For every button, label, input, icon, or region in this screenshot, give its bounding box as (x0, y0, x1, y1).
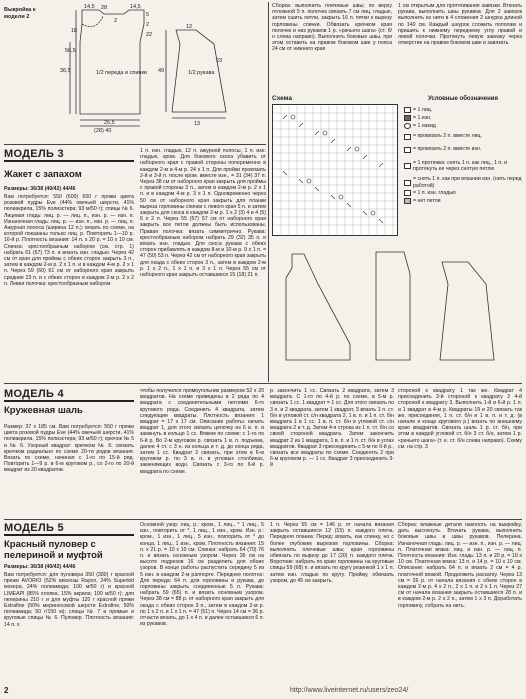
legend-item: = провязать 2 п. вместе лиц. (404, 130, 522, 143)
model5-col4: Сборка: влажные детали наколоть на выкройку, дать высохнуть. Втачать рукава, выполнить боковые швы и швы рукавов. Пелерина. Изнаночная гладь: лиц. р. — изн. п., изн. р. — лиц. п. Платочная вязка: лиц. и изн. р. — лиц. п. Плотность вязания: Изн. гладь: 13 п. и 20 р. = 10 х 10 см. Платочная вязка: 13 п. и 14 р. = 10 х 10 см. Описание: набрать 64 п. и вязать 2 см = 4 р. платочной вязкой. Продолжить раскатку. Через 13 см = 26 р. от начала вязания с обеих сторон в каждом 2-м р. 4 х 2 п., 2 х 1 п. и 2 х 1 п. Через 27 см от начала вязания закрыть оставшиеся 28 п. и в каждом 2-м р. 2 х 2 п., затем 1 х 3 п. Доработать горловину, собрать на нить. (398, 522, 522, 609)
pattern-label: 5 (146, 12, 150, 18)
model4-col3: р. закончить 1 сс. Связать 2 квадрата, затем 3 квадрата. С 1-го по 4-й р. по схеме, в 5-м р. связать 1 сс. 1 квадрат = 1 сс. Для этого связать по 3 п. и 2 квадрата, затем 1 квадрат, 3 вязать 1 п. ст. б/н в угловой ст. с/н квадрата 2, 1 в. п. и 1 п. ст. б/н квадрата 1 в 1 сс. 1 в. п. ст. б/н в угловой ст. с/н квадрата 2 и т. д. Затем 4-я строка из 1 п. ст. б/н со своей стороной квадрата. Затем закончить квадрат 2 из 1 квадрата, 1 в. п. и 1 п. ст. б/н в углах квадратов. Квадрат 3 присоединить с 5-м по 6-й р., связать все квадраты по схеме. Соединять 2 при 6-м круговом р. — 1 сс. Квадрат 3 присоединить 3-й (270, 388, 394, 469)
model4-col1: Размер: 37 х 185 см. Вам потребуется: 550 г пряжи цвета розовой пудры Eve (44% овечьей шерсти, 41% полиакрила, 15% полиэстера; 93 м/50 г); крючок № 5 и № 6. Узорный квадрат: крючком № 6: связать крючком радиально по схеме 20-ти рядов вязания. Вязать по схеме, начиная с 1-го по 15-й ряд. Повторить 1—9 р. в 6-м круговом р., со 2-го по 20-й квадрат из 20 квадратов. (4, 424, 134, 474)
pattern-label: 13 (194, 121, 201, 127)
model5-col2: Основной узор: лиц. р.: кром., 1 лиц., * 1 лиц., 5 изн., повторить от *, 1 лиц., 1 изн., кром. Изн. р.: кром., 1 изн., 1 лиц., 5 изн., повторить от * до конца, 1 лиц., 1 изн., кром. Плотность вязания: 15 п. х 21 р. = 10 х 10 см. Спинка: набрать 64 (70) 76 п. и вязать основным узором. Через 36 см на высоте подрезов 16 см разделить для обоих узоров. В конце работы распустить середину 5 из 5 изн. в каждом 2-м раппорте. Переднее полотно: Для переда: 64 п. для горловины и рукава, до горловины закрыть соединенные 5 п. Рукава: набрать 59 (65) п. и вязать основным узором. Через 38 см = 88 р. от наборного края закрыть для окада с обеих сторон 3 п., затем в каждом 2-м р. по 1 х 2 п. и 1 х 1 п. = 47 (51) п. Через 14 см = 36 р. отчасти вязать, до 1 х 4 п. и далее оставшиеся 6 п. из рукавов. (140, 522, 264, 628)
legend (404, 106, 522, 205)
ssk-icon (404, 163, 411, 169)
model4-col4: стороной к квадрату 1 так же. Квадрат 4 присоединить 3-й стороной к квадрату 2 4-й стороной к квадрату 3. Выполнить 1-й и 6-й р. 1 п. и 1 квадрат в 4-м р. Квадраты 19 и 20 связать так же, присоединяя, 1 п. ст. б/н и 1 в. п. и т. д. (в начале и конце кругового р.) вязать по внешнему краю квадратов. Связать шаль 1 р. ст. б/н, при этом в каждой угловой ст. б/н 3 ст. б/н, затем 1 р. «рачьего шага» (т. е. ст. б/н слева направо). Схему см. на стр. 3 (398, 388, 522, 450)
slip-stitch-icon (404, 180, 411, 186)
pattern-label: 1/2 переда и спинки (96, 70, 147, 76)
page-number: 2 (4, 686, 9, 695)
legend-item: = 1 лиц. (404, 106, 522, 114)
model3-title: Жакет с запахом (4, 169, 82, 180)
yarn-over-icon (404, 123, 411, 129)
pattern-label: 2 (146, 22, 150, 28)
pattern-label: 14,5 (84, 4, 95, 10)
model5-col1: Вам потребуется: для пуловера 350 (380) г красной пряжи AVORIO (52% вискозы Rayon, 24% Superkid мохера, 24% полиамида; 100 м/50 г) и красной LIMEAPI (85% хлопка, 15% акрила; 100 м/50 г); для пелерины 210 г и для муфты 120 г красной пряжи Extrafine (50% мериносовой шерсти Extrafine, 50% полиамида; 50 г/150 м); спицы № 7 и прямые и круговые спицы № 6. Пуловер. Плотность вязания: 14 п. х (4, 572, 134, 628)
model5-title: Красный пуловер с пелериной и муфтой (4, 539, 103, 561)
k2tog-icon (404, 134, 411, 140)
model4-title: Кружевная шаль (4, 405, 83, 416)
reverse-stockinette-icon (404, 190, 411, 196)
model5-header (4, 522, 134, 536)
pattern-label: 49 (158, 68, 165, 74)
legend-item: = 1 п. изн. гладью (404, 189, 522, 197)
model5-col3: 1 п. Через 55 см = 146 р. от начала вязания закрыть оставшиеся 12 (15) п. каждого плеча. Передняя планка: Перед: вязать, как спинку, но с более глубоким вырезом горловины. Сборка: выполнить плечевые швы; края горловины обвязать по вырезу до 17 (20) п. каждого плеча. Воротник: набрать по краю горловины на круговые спицы 59 (68) п. и вязать по кругу резинкой 1 х 1 п. затем изн. гладью по кругу. Пройму, обвязать узором, до 45 см закрыть. (270, 522, 394, 584)
legend-item: = нет петли (404, 197, 522, 205)
model5-heading: МОДЕЛЬ 5 (4, 522, 64, 534)
jacket-pattern-svg (272, 244, 522, 374)
lace-chart-svg (273, 105, 399, 237)
legend-title: Условные обозначения (428, 96, 498, 102)
model5-sizes: Размеры: 36/38 (40/42) 44/46 (4, 564, 76, 570)
pattern-label: 36,5 (60, 68, 71, 74)
pattern-label: 1/2 рукава (188, 70, 215, 76)
purl-symbol-icon (404, 115, 411, 121)
legend-item: = 1 накид (404, 122, 522, 130)
model3-heading: МОДЕЛЬ 3 (4, 148, 64, 160)
assembly-text-b: 1 см открытым для протягивания завязки. Втачать рукава, выполнить швы рукавов. Для 2 завязок выполнить из нити в 4 сложения 2 шнурка длиной по 140 см. Каждый шнурок сложить пополам и пришить к нижнему переднему углу правой и левой полочки. Протянуть левую завязку через отверстие на правом боковом шве и завязать (398, 3, 522, 47)
pattern-drawings (4, 2, 266, 142)
pattern-label: 28 (101, 5, 108, 11)
footer-url[interactable]: http://www.liveinternet.ru/users/zeo24/ (290, 687, 409, 694)
legend-item: = снять 1 п. как при вязании изн. (нить перед работой) (404, 176, 522, 189)
no-stitch-icon (404, 198, 411, 204)
pattern-label: 56,5 (65, 48, 76, 54)
pattern-label: 23 (216, 58, 223, 64)
model4-col2: чтобы получился прямоугольник размером 52 х 20 квадратов. На схеме приведены в 2 ряда по 4 квадрата с соединительными петлями 6-го кругового ряда. Соединить 4 квадрата, затем следующие квадраты. Плотность вязания: 1 квадрат = 17 х 17 см. Описание работы: начать квадрат 1, для этого связать цепочку из 6 в. п. и замкнуть в кольцо 1 сс. Вяжем по схеме: с 1-го по 6-й р. Во 2-м круговом р. связать 1 в. п. подъема, далее 4 ст. с 3 н. из кольца и т. д. до конца ряда, затем 1 сс. Квадрат 2 связать, при этом в 6-м круговом р. по 3 в. п. в угловых столбиках, заменяющих водн. Связать с 3-го по 6-й р. квадрата по схеме. (140, 388, 264, 475)
p2tog-icon (404, 147, 411, 153)
knit-symbol-icon (404, 107, 411, 113)
legend-item: = 1 изн. (404, 114, 522, 122)
scheme-title: Схема (272, 95, 293, 102)
pattern-label: 2 (114, 18, 118, 24)
pattern-caption: Выкройка к модели 2 (4, 7, 36, 20)
pattern-label: 22 (146, 32, 153, 38)
pattern-label: 25,5 (104, 120, 115, 126)
model3-col1: Вам потребуется: 550 (600) 650 г пряжи цвета розовой пудры Eve (44% овечьей шерсти, 41% полиакрила, 15% полиэстера; 93 м/50 г); спицы № 6. Лицевая гладь: лиц. р. — лиц. п., изн. р. — изн. п. Изнаночная гладь: лиц. р. — изн. п., изн. р. — лиц. п. Ажурная полоса (ширина 12 п.): вязать по схеме, на которой показаны только лиц. р. Повторить 1—10 р. 16-й р. Плотность вязания: 14 п. х 20 р. = 10 х 10 см. Спинка: крестообразным набором (см. стр. 1) набрать 61 (67) 73 п. и вязать изн. гладью. Через 42 см от края для проймы с обеих сторон закрыть 3 п., затем в каждом 2-м р. 2 х 1 п. и в каждом 4-м р. 2 х 1 п. Через 59 (60) 61 см от наборного края закрыть средние 23 п. и с обеих сторон в каждом 2-м р. 2 х 2 п. Левая полочка: крестообразным набором (4, 194, 134, 287)
lace-chart (272, 104, 398, 236)
pattern-svg (4, 2, 266, 142)
pattern-label: (28) 40 (94, 128, 112, 134)
model3-sizes: Размеры: 36/38 (40/42) 44/46 (4, 186, 76, 192)
assembly-text-a: Сборка: выполнить плечевые швы; по верху отложной 5 п. полочек связать 7 см лиц. гладью, затем сшить петли, закрыть 16 п. пятки к вырезу горловины спинки. Обвязать крючком края полочек и низ рукавов 1 р. «рачьего шага» (ст. б/н слева направо). Выполнить боковые швы, при этом оставить на правом боковом шве у пояса 24 см от нижнего края (272, 3, 392, 53)
model4-header (4, 388, 134, 402)
model4-heading: МОДЕЛЬ 4 (4, 388, 64, 400)
pattern-label: 14,5 (130, 4, 141, 10)
model3-col2: 1 п. изн. гладью, 12 п. ажурной полосы, 1 п. изн. гладью, кром. Для бокового скоса убавить от наборного края с правой стороны попеременно в каждом 2-м и 4-м р. 24 х 1 п. Для пройки провязать 2-й и 3-й п. после кром. вместе изн., = 31 (34) 37 п. Через 38 см от наборного края закрыть для проймы с правой стороны 3 п., затем в каждом 2-м р. 2 х 1 п. и в каждом 4-м р. 3 х 1 п. Одновременно через 50 см от наборного края закрыть для планки выреза горловины спинки с левого края 5 п. и затем закрыть для скоса в каждом 2-м р. 1 х 2 (3) 4 и 4 (5) 6 х 2 п. Через 55 (57) 57 см от наборного края закрыть все петли должны быть использованы. Правая полочка: вязать симметрично. Рукава: крестообразным набором набрать 29 (32) 35 п. и вязать изн. гладью. Для скоса рукава с обеих сторон прибавлять в каждом 8-м и 10-м р. 9 х 1 п. = 47 (50) 53 п. Через 42 см от наборного края закрыть для окада с обеих сторон 3 п., затем в каждом 2-м р. 1 х 2 п., 1 х 1 п. и 3 х 1 п. Через 55 см от наборного края закрыть оставшиеся 15 (18) 21 п. (140, 148, 266, 279)
pattern-label: 12 (186, 24, 193, 30)
legend-item: = 1 протяжка: снять 1 п. как лиц., 1 п. и протянуть ее через снятую петлю (404, 156, 522, 176)
legend-item: = провязать 2 п. вместе изн. (404, 143, 522, 156)
pattern-label: 18 (71, 28, 78, 34)
model3-header (4, 148, 134, 162)
